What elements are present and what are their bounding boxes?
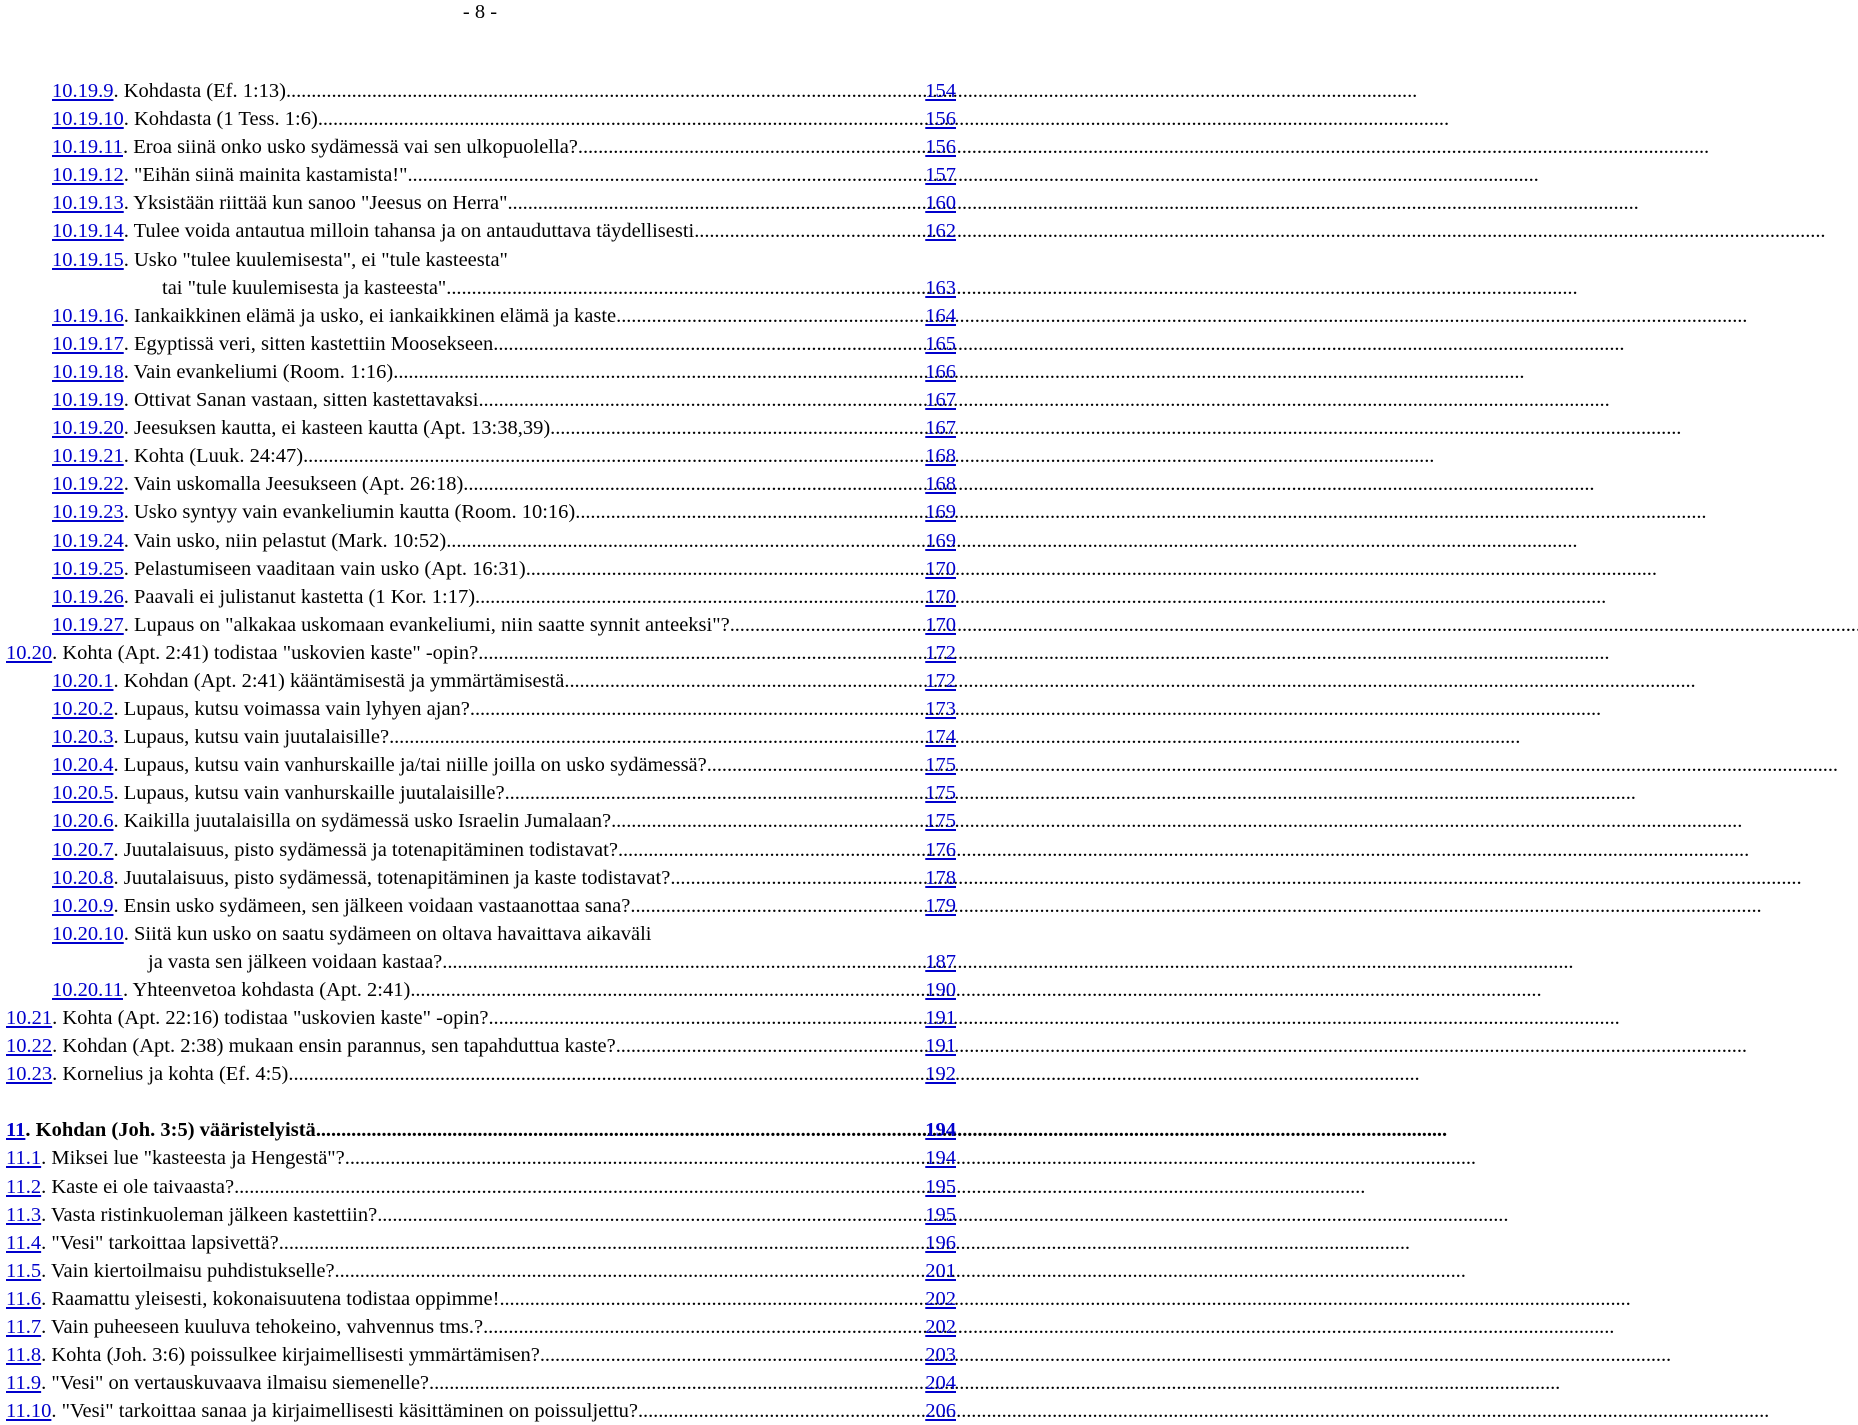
toc-entry: [0, 1313, 960, 1341]
toc-entry-page-link[interactable]: 170: [925, 585, 956, 608]
toc-entry-page-link[interactable]: 175: [925, 782, 956, 805]
toc-entry: [0, 1173, 960, 1201]
dot-leader: [540, 1341, 922, 1369]
dot-leader: [446, 274, 922, 302]
toc-entry-page-link[interactable]: 192: [925, 1063, 956, 1086]
dot-leader: [442, 948, 922, 976]
toc-entry-title: . Kohdan (Apt. 2:38) mukaan ensin parannus, sen tapahduttua kaste?: [52, 1035, 616, 1058]
toc-entry-title: . Lupaus, kutsu vain vanhurskaille ja/tai niille joilla on usko sydämessä?: [113, 754, 707, 777]
toc-entry: [0, 1229, 960, 1257]
dot-leader: [389, 723, 922, 751]
toc-entry: [0, 555, 960, 583]
toc-entry-number-link[interactable]: 10.20: [6, 641, 53, 664]
toc-entry-page-link[interactable]: 203: [925, 1344, 956, 1367]
toc-entry-number-link[interactable]: 10.20.2: [52, 698, 114, 721]
toc-entry-title: . Vain evankeliumi (Room. 1:16): [123, 360, 394, 383]
toc-entry-page-link[interactable]: 195: [925, 1203, 956, 1226]
toc-entry-page-link[interactable]: 166: [925, 360, 956, 383]
toc-entry: [0, 779, 960, 807]
toc-entry-page-link[interactable]: 178: [925, 866, 956, 889]
toc-entry-number-link[interactable]: 10.20.11: [52, 979, 123, 1001]
toc-entry: [0, 1144, 960, 1172]
toc-entry-title: . Kohdasta (1 Tess. 1:6): [123, 108, 318, 131]
toc-entry-page-link[interactable]: 172: [925, 669, 956, 692]
toc-entry-title: . Vain puheeseen kuuluva tehokeino, vahvennus tms.?: [41, 1316, 484, 1339]
toc-entry-page-link[interactable]: 195: [925, 1175, 956, 1198]
toc-entry: [0, 133, 960, 161]
toc-entry-page-link[interactable]: 191: [925, 1035, 956, 1058]
toc-entry-number-link[interactable]: 10.19.17: [52, 332, 124, 355]
toc-entry: [0, 217, 960, 245]
toc-entry-number-link[interactable]: 10.19.24: [52, 529, 124, 552]
toc-entry-title: . Kaikilla juutalaisilla on sydämessä usko Israelin Jumalaan?: [113, 810, 612, 833]
toc-entry-page-link[interactable]: 194: [925, 1119, 956, 1142]
dot-leader: [616, 1032, 922, 1060]
toc-entry-number-link[interactable]: 10.20.9: [52, 894, 114, 917]
toc-entry-title: . Kohdan (Joh. 3:5) vääristelyistä: [25, 1119, 316, 1142]
dot-leader: [316, 1116, 922, 1144]
toc-entry: [0, 1341, 960, 1369]
dot-leader: [630, 892, 922, 920]
toc-entry: [0, 1397, 960, 1425]
toc-entry-number-link[interactable]: 10.20.7: [52, 838, 114, 861]
toc-entry-title: . Eroa siinä onko usko sydämessä vai sen ulkopuolella?: [123, 136, 578, 159]
toc-entry-title: . Kohdasta (Ef. 1:13): [113, 80, 286, 102]
toc-entry-title: . Vain uskomalla Jeesukseen (Apt. 26:18): [123, 473, 464, 496]
toc-entry-title: . Paavali ei julistanut kastetta (1 Kor. 1:17): [123, 585, 476, 608]
toc-entry-number-link[interactable]: 11.4: [6, 1231, 42, 1254]
toc-entry-number-link[interactable]: 10.19.19: [52, 389, 124, 412]
dot-leader: [564, 667, 922, 695]
toc-entry-page-link[interactable]: 194: [925, 1147, 956, 1170]
toc-entry: [0, 864, 960, 892]
toc-entry-page-link[interactable]: 206: [925, 1400, 956, 1423]
toc-entry-number-link[interactable]: 10.19.14: [52, 220, 124, 243]
dot-leader: [578, 133, 922, 161]
table-of-contents: [0, 77, 960, 1425]
toc-entry-page-link[interactable]: 163: [925, 276, 956, 299]
toc-entry-number-link[interactable]: 10.19.10: [52, 108, 124, 131]
toc-entry-page-link[interactable]: 174: [925, 726, 956, 749]
toc-entry: [0, 920, 960, 948]
toc-entry-title: . Kaste ei ole taivaasta?: [41, 1175, 235, 1198]
toc-entry-title: . Ottivat Sanan vastaan, sitten kastettavaksi: [123, 389, 479, 412]
toc-entry: [0, 1116, 960, 1144]
toc-entry-page-link[interactable]: 175: [925, 754, 956, 777]
toc-entry-number-link[interactable]: 10.20.8: [52, 866, 114, 889]
toc-entry-title: . Kohta (Luuk. 24:47): [123, 445, 304, 468]
toc-entry: [0, 751, 960, 779]
dot-leader: [478, 639, 922, 667]
toc-entry-number-link[interactable]: 10.19.25: [52, 557, 124, 580]
dot-leader: [526, 555, 922, 583]
toc-entry: [0, 1285, 960, 1313]
toc-entry-page-link[interactable]: 191: [925, 1007, 956, 1030]
toc-entry-title: . Juutalaisuus, pisto sydämessä, totenapitäminen ja kaste todistavat?: [113, 866, 671, 889]
toc-entry-title: . Yksistään riittää kun sanoo "Jeesus on Herra": [123, 192, 508, 215]
toc-entry-page-link[interactable]: 173: [925, 698, 956, 721]
toc-entry-title: . Kohta (Apt. 22:16) todistaa "uskovien kaste" -opin?: [52, 1007, 489, 1030]
toc-entry-title: . Iankaikkinen elämä ja usko, ei iankaikkinen elämä ja kaste: [123, 304, 617, 327]
dot-leader: [470, 695, 922, 723]
toc-entry-title: . Vain kiertoilmaisu puhdistukselle?: [41, 1259, 335, 1282]
toc-entry-page-link[interactable]: 170: [925, 613, 956, 636]
toc-entry: [0, 527, 960, 555]
dot-leader: [478, 386, 922, 414]
toc-entry: [0, 302, 960, 330]
dot-leader: [730, 611, 922, 639]
toc-entry-number-link[interactable]: 10.19.26: [52, 585, 124, 608]
toc-entry-page-link[interactable]: 167: [925, 417, 956, 440]
toc-entry-title: . Lupaus, kutsu voimassa vain lyhyen ajan?: [113, 698, 470, 721]
toc-entry-page-link[interactable]: 168: [925, 445, 956, 468]
toc-entry-title: . Usko "tulee kuulemisesta", ei "tule kasteesta": [123, 248, 508, 271]
dot-leader: [463, 470, 922, 498]
toc-entry-page-link[interactable]: 162: [925, 220, 956, 243]
toc-entry-number-link[interactable]: 11: [6, 1119, 26, 1142]
section-gap: [0, 1088, 960, 1116]
toc-entry-page-link[interactable]: 202: [925, 1316, 956, 1339]
toc-entry-title: . Kohdan (Apt. 2:41) kääntämisestä ja ymmärtämisestä: [113, 669, 565, 692]
toc-entry: [0, 246, 960, 274]
toc-entry-title: . Lupaus, kutsu vain vanhurskaille juutalaisille?: [113, 782, 505, 805]
toc-entry-title: . "Vesi" on vertauskuvaava ilmaisu siemenelle?: [41, 1372, 430, 1395]
toc-entry-page-link[interactable]: 165: [925, 332, 956, 355]
toc-entry-title: . Juutalaisuus, pisto sydämessä ja totenapitäminen todistavat?: [113, 838, 618, 861]
toc-entry-title: . "Vesi" tarkoittaa lapsivettä?: [41, 1231, 279, 1254]
toc-entry: [0, 948, 960, 976]
dot-leader: [286, 77, 922, 105]
dot-leader: [670, 864, 922, 892]
toc-entry-number-link[interactable]: 10.19.20: [52, 417, 124, 440]
toc-entry: [0, 695, 960, 723]
toc-entry-title: . "Eihän siinä mainita kastamista!": [123, 164, 408, 187]
toc-entry: [0, 358, 960, 386]
toc-entry: [0, 667, 960, 695]
dot-leader: [303, 442, 922, 470]
toc-entry-title: . Vain usko, niin pelastut (Mark. 10:52): [123, 529, 447, 552]
toc-entry: [0, 611, 960, 639]
toc-entry: [0, 189, 960, 217]
toc-entry: [0, 161, 960, 189]
toc-entry-title: . Lupaus, kutsu vain juutalaisille?: [113, 726, 390, 749]
toc-entry-title: . Kornelius ja kohta (Ef. 4:5): [52, 1063, 289, 1086]
toc-entry-page-link[interactable]: 196: [925, 1231, 956, 1254]
dot-leader: [393, 358, 922, 386]
toc-entry-number-link[interactable]: 10.19.27: [52, 613, 124, 636]
dot-leader: [505, 779, 922, 807]
dot-leader: [618, 836, 922, 864]
toc-entry-number-link[interactable]: 11.3: [6, 1203, 42, 1226]
toc-entry: [0, 498, 960, 526]
toc-entry-number-link[interactable]: 11.9: [6, 1372, 42, 1395]
dot-leader: [638, 1397, 922, 1425]
toc-entry-number-link[interactable]: 11.8: [6, 1344, 42, 1367]
dot-leader: [279, 1229, 922, 1257]
toc-entry-number-link[interactable]: 10.19.22: [52, 473, 124, 496]
toc-entry: [0, 976, 960, 1004]
toc-entry: [0, 807, 960, 835]
toc-entry: [0, 892, 960, 920]
toc-entry-number-link[interactable]: 10.20.4: [52, 754, 114, 777]
toc-entry-title: . Usko syntyy vain evankeliumin kautta (Room. 10:16): [123, 501, 576, 524]
toc-entry-page-link[interactable]: 202: [925, 1287, 956, 1310]
dot-leader: [318, 105, 922, 133]
dot-leader: [575, 498, 922, 526]
toc-entry: [0, 470, 960, 498]
toc-entry-title: ja vasta sen jälkeen voidaan kastaa?: [148, 950, 443, 973]
toc-entry: [0, 723, 960, 751]
toc-entry: [0, 1257, 960, 1285]
dot-leader: [288, 1060, 922, 1088]
toc-entry-page-link[interactable]: 190: [925, 979, 956, 1001]
toc-entry-number-link[interactable]: 11.10: [6, 1400, 52, 1423]
toc-entry-title: . Pelastumiseen vaaditaan vain usko (Apt. 16:31): [123, 557, 526, 580]
toc-entry: [0, 77, 960, 105]
toc-entry-number-link[interactable]: 11.1: [6, 1147, 42, 1170]
toc-entry-number-link[interactable]: 10.23: [6, 1063, 53, 1086]
toc-entry-title: . Tulee voida antautua milloin tahansa ja on antauduttava täydellisesti: [123, 220, 695, 243]
toc-entry-title: . Raamattu yleisesti, kokonaisuutena todistaa oppimme!: [41, 1287, 500, 1310]
toc-entry-number-link[interactable]: 10.19.15: [52, 248, 124, 271]
toc-entry-page-link[interactable]: 170: [925, 557, 956, 580]
toc-entry-number-link[interactable]: 10.19.12: [52, 164, 124, 187]
toc-entry-number-link[interactable]: 11.5: [6, 1259, 42, 1282]
toc-entry-page-link[interactable]: 172: [925, 641, 956, 664]
toc-entry-title: . Siitä kun usko on saatu sydämeen on oltava havaittava aikaväli: [123, 922, 652, 945]
toc-entry-number-link[interactable]: 11.7: [6, 1316, 42, 1339]
toc-entry-page-link[interactable]: 187: [925, 950, 956, 973]
dot-leader: [550, 414, 922, 442]
dot-leader: [377, 1201, 922, 1229]
dot-leader: [707, 751, 922, 779]
toc-entry: [0, 105, 960, 133]
dot-leader: [616, 302, 922, 330]
toc-entry-number-link[interactable]: 11.6: [6, 1287, 42, 1310]
toc-entry-page-link[interactable]: 169: [925, 529, 956, 552]
toc-entry: [0, 442, 960, 470]
toc-entry: [0, 583, 960, 611]
toc-entry-number-link[interactable]: 10.20.5: [52, 782, 114, 805]
toc-entry-page-link[interactable]: 168: [925, 473, 956, 496]
toc-entry-page-link[interactable]: 154: [925, 80, 956, 102]
toc-entry-number-link[interactable]: 10.20.6: [52, 810, 114, 833]
toc-entry: [0, 639, 960, 667]
toc-entry-number-link[interactable]: 10.19.18: [52, 360, 124, 383]
dot-leader: [429, 1369, 922, 1397]
dot-leader: [483, 1313, 922, 1341]
toc-entry-title: . Yhteenvetoa kohdasta (Apt. 2:41): [123, 979, 411, 1001]
dot-leader: [499, 1285, 922, 1313]
toc-entry-page-link[interactable]: 169: [925, 501, 956, 524]
toc-entry: [0, 1032, 960, 1060]
toc-entry-title: . Lupaus on "alkakaa uskomaan evankeliumi, niin saatte synnit anteeksi"?: [123, 613, 730, 636]
toc-entry-title: . Vasta ristinkuoleman jälkeen kastettiin?: [41, 1203, 378, 1226]
toc-entry-page-link[interactable]: 156: [925, 108, 956, 131]
toc-entry-page-link[interactable]: 167: [925, 389, 956, 412]
toc-entry-title: . Kohta (Apt. 2:41) todistaa "uskovien kaste" -opin?: [52, 641, 479, 664]
dot-leader: [410, 976, 922, 1004]
toc-entry-title: . Ensin usko sydämeen, sen jälkeen voidaan vastaanottaa sana?: [113, 894, 631, 917]
toc-entry-title: . Egyptissä veri, sitten kastettiin Moosekseen: [123, 332, 494, 355]
dot-leader: [493, 330, 922, 358]
toc-entry-title: . Miksei lue "kasteesta ja Hengestä"?: [41, 1147, 345, 1170]
dot-leader: [475, 583, 922, 611]
toc-entry-number-link[interactable]: 10.21: [6, 1007, 53, 1030]
toc-entry: [0, 330, 960, 358]
toc-entry-number-link[interactable]: 10.19.11: [52, 136, 123, 159]
toc-entry-title: . "Vesi" tarkoittaa sanaa ja kirjaimellisesti käsittäminen on poissuljettu?: [51, 1400, 638, 1423]
toc-entry-page-link[interactable]: 160: [925, 192, 956, 215]
toc-entry: [0, 1060, 960, 1088]
dot-leader: [234, 1173, 922, 1201]
toc-entry-number-link[interactable]: 10.20.10: [52, 922, 124, 945]
toc-entry: [0, 274, 960, 302]
toc-entry: [0, 386, 960, 414]
page-number: - 8 -: [462, 1, 498, 23]
toc-entry-title: . Kohta (Joh. 3:6) poissulkee kirjaimellisesti ymmärtämisen?: [41, 1344, 540, 1367]
toc-entry-number-link[interactable]: 10.19.13: [52, 192, 124, 215]
toc-entry: [0, 414, 960, 442]
toc-entry-page-link[interactable]: 156: [925, 136, 956, 159]
toc-entry-page-link[interactable]: 204: [925, 1372, 956, 1395]
dot-leader: [488, 1004, 922, 1032]
toc-entry: [0, 1004, 960, 1032]
dot-leader: [335, 1257, 922, 1285]
toc-entry-number-link[interactable]: 10.20.1: [52, 669, 114, 692]
toc-entry-page-link[interactable]: 201: [925, 1259, 956, 1282]
toc-entry-number-link[interactable]: 10.19.23: [52, 501, 124, 524]
toc-entry-number-link[interactable]: 10.20.3: [52, 726, 114, 749]
toc-entry-title: tai "tule kuulemisesta ja kasteesta": [162, 276, 447, 299]
toc-entry: [0, 1201, 960, 1229]
toc-entry-title: . Jeesuksen kautta, ei kasteen kautta (Apt. 13:38,39): [123, 417, 551, 440]
toc-entry-number-link[interactable]: 11.2: [6, 1175, 42, 1198]
toc-entry: [0, 1369, 960, 1397]
dot-leader: [611, 807, 922, 835]
dot-leader: [446, 527, 922, 555]
toc-entry-number-link[interactable]: 10.19.16: [52, 304, 124, 327]
toc-entry-page-link[interactable]: 175: [925, 810, 956, 833]
toc-entry-number-link[interactable]: 10.19.21: [52, 445, 124, 468]
toc-entry: [0, 836, 960, 864]
dot-leader: [345, 1144, 922, 1172]
toc-entry-number-link[interactable]: 10.19.9: [52, 80, 114, 102]
dot-leader: [408, 161, 923, 189]
toc-entry-page-link[interactable]: 176: [925, 838, 956, 861]
dot-leader: [508, 189, 923, 217]
toc-entry-number-link[interactable]: 10.22: [6, 1035, 53, 1058]
toc-entry-page-link[interactable]: 179: [925, 894, 956, 917]
toc-entry-page-link[interactable]: 157: [925, 164, 956, 187]
toc-entry-page-link[interactable]: 164: [925, 304, 956, 327]
dot-leader: [694, 217, 922, 245]
